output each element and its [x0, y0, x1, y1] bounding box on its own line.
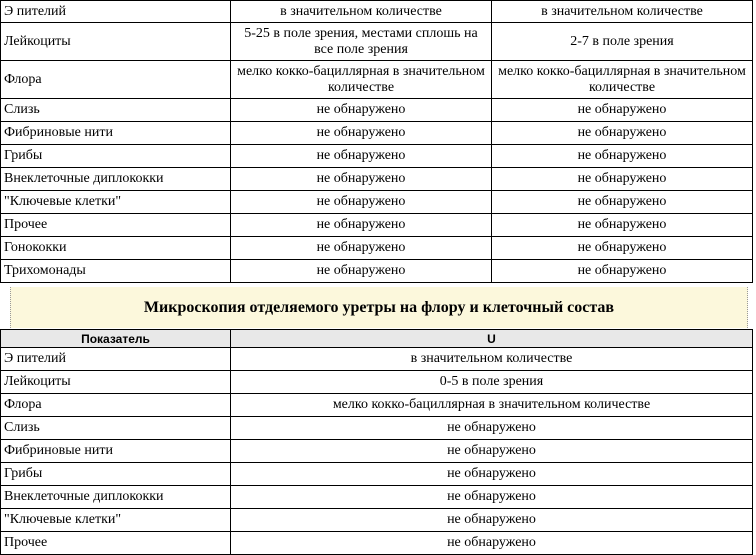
row-value: не обнаружено — [231, 532, 753, 555]
table-row — [1, 440, 753, 463]
table-row — [1, 23, 753, 61]
column-header-indicator: Показатель — [1, 330, 231, 348]
row-value: не обнаружено — [231, 122, 492, 145]
row-label: Трихомонады — [1, 260, 231, 283]
row-value: не обнаружено — [492, 191, 753, 214]
row-label: Гонококки — [1, 237, 231, 260]
row-value: не обнаружено — [492, 122, 753, 145]
table-row — [1, 168, 753, 191]
row-label: Прочее — [1, 532, 231, 555]
table-row — [1, 191, 753, 214]
row-value: не обнаружено — [231, 99, 492, 122]
row-value: не обнаружено — [492, 214, 753, 237]
row-value: не обнаружено — [231, 486, 753, 509]
row-label: "Ключевые клетки" — [1, 509, 231, 532]
row-label: Фибриновые нити — [1, 122, 231, 145]
row-value: не обнаружено — [231, 145, 492, 168]
row-label: Грибы — [1, 463, 231, 486]
table-row — [1, 417, 753, 440]
table-row — [1, 1, 753, 23]
row-label: "Ключевые клетки" — [1, 191, 231, 214]
row-label: Э пителий — [1, 1, 231, 23]
row-value: 5-25 в поле зрения, местами сплошь на все поле зрения — [231, 23, 492, 61]
row-value: не обнаружено — [231, 509, 753, 532]
row-label: Слизь — [1, 417, 231, 440]
row-value: не обнаружено — [231, 214, 492, 237]
table-row — [1, 348, 753, 371]
row-value: в значительном количестве — [231, 348, 753, 371]
row-value: не обнаружено — [492, 168, 753, 191]
row-value: не обнаружено — [231, 260, 492, 283]
column-header-u: U — [231, 330, 753, 348]
row-value: в значительном количестве — [231, 1, 492, 23]
row-label: Флора — [1, 394, 231, 417]
table-row — [1, 122, 753, 145]
table-row — [1, 532, 753, 555]
table-row — [1, 260, 753, 283]
row-value: не обнаружено — [231, 463, 753, 486]
row-value: 0-5 в поле зрения — [231, 371, 753, 394]
table-row — [1, 145, 753, 168]
row-value: не обнаружено — [231, 191, 492, 214]
table-row — [1, 509, 753, 532]
row-label: Э пителий — [1, 348, 231, 371]
table-row — [1, 463, 753, 486]
table-row — [1, 486, 753, 509]
table-row — [1, 99, 753, 122]
row-label: Слизь — [1, 99, 231, 122]
section-title: Микроскопия отделяемого уретры на флору и клеточный состав — [10, 287, 748, 328]
table-row — [1, 214, 753, 237]
row-value: не обнаружено — [231, 237, 492, 260]
table-row — [1, 237, 753, 260]
urethra-smear-table — [0, 329, 753, 555]
row-value: не обнаружено — [231, 440, 753, 463]
table-row — [1, 394, 753, 417]
table-row — [1, 61, 753, 99]
row-value: не обнаружено — [492, 99, 753, 122]
row-value: не обнаружено — [231, 417, 753, 440]
row-label: Внеклеточные диплококки — [1, 486, 231, 509]
row-label: Грибы — [1, 145, 231, 168]
row-value: мелко кокко-бациллярная в значительном количестве — [492, 61, 753, 99]
row-value: 2-7 в поле зрения — [492, 23, 753, 61]
row-label: Внеклеточные диплококки — [1, 168, 231, 191]
row-label: Лейкоциты — [1, 23, 231, 61]
table-row — [1, 371, 753, 394]
row-value: не обнаружено — [492, 237, 753, 260]
row-label: Флора — [1, 61, 231, 99]
row-label: Прочее — [1, 214, 231, 237]
row-value: в значительном количестве — [492, 1, 753, 23]
table-header-row — [1, 330, 753, 348]
row-value: мелко кокко-бациллярная в значительном количестве — [231, 394, 753, 417]
row-label: Фибриновые нити — [1, 440, 231, 463]
row-value: не обнаружено — [492, 260, 753, 283]
row-value: не обнаружено — [231, 168, 492, 191]
row-value: мелко кокко-бациллярная в значительном количестве — [231, 61, 492, 99]
row-value: не обнаружено — [492, 145, 753, 168]
row-label: Лейкоциты — [1, 371, 231, 394]
